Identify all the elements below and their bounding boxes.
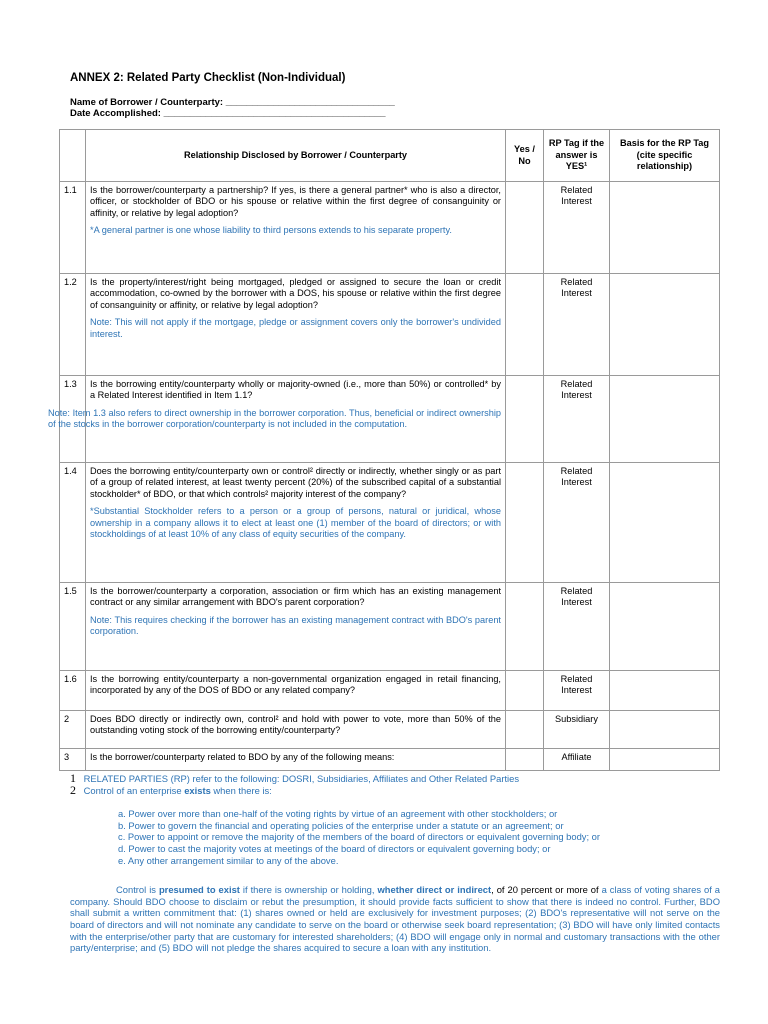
borrower-name-field: Name of Borrower / Counterparty: ________________________________ (70, 97, 395, 108)
paragraph-emphasis: presumed to exist (158, 884, 240, 896)
header-rp-tag: RP Tag if the answer is YES¹ (544, 130, 610, 182)
table-row (60, 749, 720, 771)
rp-tag-cell: Related Interest (544, 583, 610, 671)
paragraph-text: Control is (116, 884, 156, 896)
footnotes-section (70, 773, 720, 954)
rp-tag-cell: Related Interest (544, 274, 610, 376)
row-question (48, 376, 506, 463)
question-text: Does the borrowing entity/counterparty own or control² directly or indirectly, whether singly or as part of a group of related interest, at least twenty percent (20%) of the subscribed capital of a substantial stockholder* of BDO, or that which controls² majority interest of the company? (90, 466, 501, 499)
row-number: 1.4 (60, 463, 86, 583)
question-text: Does BDO directly or indirectly own, control² and hold with power to vote, more than 50% of the outstanding voting stock of the borrowing entity/counterparty? (90, 714, 501, 736)
row-number: 3 (60, 749, 86, 771)
table-row (60, 182, 720, 274)
table-row (60, 583, 720, 671)
table-row (60, 711, 720, 749)
rp-tag-cell: Affiliate (544, 749, 610, 771)
row-question (86, 182, 506, 274)
basis-cell[interactable] (610, 749, 720, 771)
yes-no-cell[interactable] (506, 274, 544, 376)
paragraph-emphasis: whether direct or indirect (377, 884, 492, 896)
table-row (60, 274, 720, 376)
question-text: Is the property/interest/right being mortgaged, pledged or assigned to secure the loan or credit accommodation, co-owned by the borrower with a DOS, his spouse or relative within the first degree of consanguinity or affinity, or relative by legal adoption? (90, 277, 501, 310)
table-header-row (60, 130, 720, 182)
paragraph-text: , of 20 percent or more of (491, 884, 599, 896)
table-row (60, 671, 720, 711)
list-item: b. Power to govern the financial and operating policies of the enterprise under a statute or an agreement; or (118, 819, 564, 831)
yes-no-cell[interactable] (506, 182, 544, 274)
basis-cell[interactable] (610, 463, 720, 583)
question-note: *A general partner is one whose liability to third persons extends to his separate property. (90, 225, 452, 236)
rp-tag-cell: Related Interest (544, 463, 610, 583)
row-number: 2 (60, 711, 86, 749)
table-row (60, 376, 720, 463)
footnote-text: RELATED PARTIES (RP) refer to the following: DOSRI, Subsidiaries, Affiliates and Other Related Parties (83, 773, 520, 784)
paragraph-text: a class of voting shares of a company. Should BDO choose to disclaim or rebut the presumption, it should provide facts sufficient to show that there is indeed no control. Further, BDO shall submit a written commitment that: (1) shares owned or held are exclusively for investment purposes; (2) BDO's representative will not serve on the board of directors and will not nominate any candidate to serve on the board or otherwise seek board representation; (3) BDO will have only limited contacts with the enterprise/other party that are customary for interested shareholders; (4) BDO will engage only in normal and customary transactions with the other party/enterprise; and (5) BDO will not pledge the shares acquired to secure a loan with any institution. (70, 884, 721, 954)
yes-no-cell[interactable] (506, 376, 544, 463)
row-question (86, 749, 506, 771)
footnote-marker: 2 (70, 782, 76, 797)
table-row (60, 463, 720, 583)
row-number: 1.3 (60, 376, 86, 463)
yes-no-cell[interactable] (506, 711, 544, 749)
yes-no-cell[interactable] (506, 463, 544, 583)
list-item: a. Power over more than one-half of the voting rights by virtue of an agreement with other stockholders; or (118, 808, 558, 820)
row-question (86, 711, 506, 749)
header-number (60, 130, 86, 182)
control-conditions-list (70, 808, 720, 866)
header-yes-no: Yes / No (506, 130, 544, 182)
list-item: c. Power to appoint or remove the majority of the members of the board of directors or equivalent governing body; or (118, 831, 601, 843)
row-number: 1.2 (60, 274, 86, 376)
basis-cell[interactable] (610, 376, 720, 463)
row-question (86, 671, 506, 711)
basis-cell[interactable] (610, 583, 720, 671)
basis-cell[interactable] (610, 671, 720, 711)
footnote-marker: 1 (70, 771, 76, 785)
header-basis: Basis for the RP Tag (cite specific relationship) (610, 130, 720, 182)
question-text: Is the borrowing entity/counterparty wholly or majority-owned (i.e., more than 50%) or controlled* by a Related Interest identified in Item 1.1? (90, 379, 501, 401)
question-note: Note: This requires checking if the borrower has an existing management contract with BDO's parent corporation. (90, 614, 501, 637)
list-item: e. Any other arrangement similar to any of the above. (118, 854, 339, 866)
basis-cell[interactable] (610, 274, 720, 376)
question-note: Note: This will not apply if the mortgage, pledge or assignment covers only the borrower's undivided interest. (90, 317, 501, 339)
row-question (86, 583, 506, 671)
header-relationship: Relationship Disclosed by Borrower / Counterparty (86, 130, 506, 182)
date-accomplished-field: Date Accomplished: __________________________________________ (70, 108, 386, 119)
yes-no-cell[interactable] (506, 749, 544, 771)
list-item: d. Power to cast the majority votes at meetings of the board of directors or equivalent governing body; or (118, 842, 551, 854)
question-note: Note: Item 1.3 also refers to direct ownership in the borrower corporation. Thus, beneficial or indirect ownership of the stocks in the borrower corporation/counterparty is not included in the computation. (48, 407, 501, 430)
question-text: Is the borrower/counterparty a partnership? If yes, is there a general partner* who is also a director, officer, or stockholder of BDO or his spouse or relative within the first degree of consanguinity or affinity, or relative by legal adoption? (90, 185, 501, 218)
row-number: 1.6 (60, 671, 86, 711)
paragraph-text: if there is ownership or holding, (242, 884, 375, 896)
rp-tag-cell: Related Interest (544, 182, 610, 274)
footnote-emphasis: exists (184, 784, 211, 796)
footnote-2 (70, 782, 720, 797)
related-party-checklist-table (48, 129, 720, 771)
rp-tag-cell: Related Interest (544, 671, 610, 711)
yes-no-cell[interactable] (506, 671, 544, 711)
footnote-1 (70, 773, 720, 785)
footnote-text: Control of an enterprise (83, 784, 182, 796)
page-title: ANNEX 2: Related Party Checklist (Non-Individual) (70, 72, 346, 84)
question-text: Is the borrower/counterparty related to BDO by any of the following means: (90, 752, 395, 762)
basis-cell[interactable] (610, 182, 720, 274)
row-number: 1.5 (60, 583, 86, 671)
footnote-text: when there is: (213, 784, 272, 796)
question-note: *Substantial Stockholder refers to a person or a group of persons, natural or juridical, whose ownership in a company allows it to elect at least one (1) member of the board of directors; or with stockholdings of at least 10% of any class of equity securities of the company. (90, 506, 501, 540)
control-presumption-paragraph (70, 884, 720, 954)
yes-no-cell[interactable] (506, 583, 544, 671)
row-question (86, 463, 506, 583)
row-question (86, 274, 506, 376)
row-number: 1.1 (60, 182, 86, 274)
basis-cell[interactable] (610, 711, 720, 749)
rp-tag-cell: Subsidiary (544, 711, 610, 749)
question-text: Is the borrowing entity/counterparty a non-governmental organization engaged in retail financing, incorporated by any of the DOS of BDO or any related company? (90, 674, 501, 696)
rp-tag-cell: Related Interest (544, 376, 610, 463)
question-text: Is the borrower/counterparty a corporation, association or firm which has an existing management contract or any similar arrangement with BDO's parent corporation? (90, 586, 501, 608)
